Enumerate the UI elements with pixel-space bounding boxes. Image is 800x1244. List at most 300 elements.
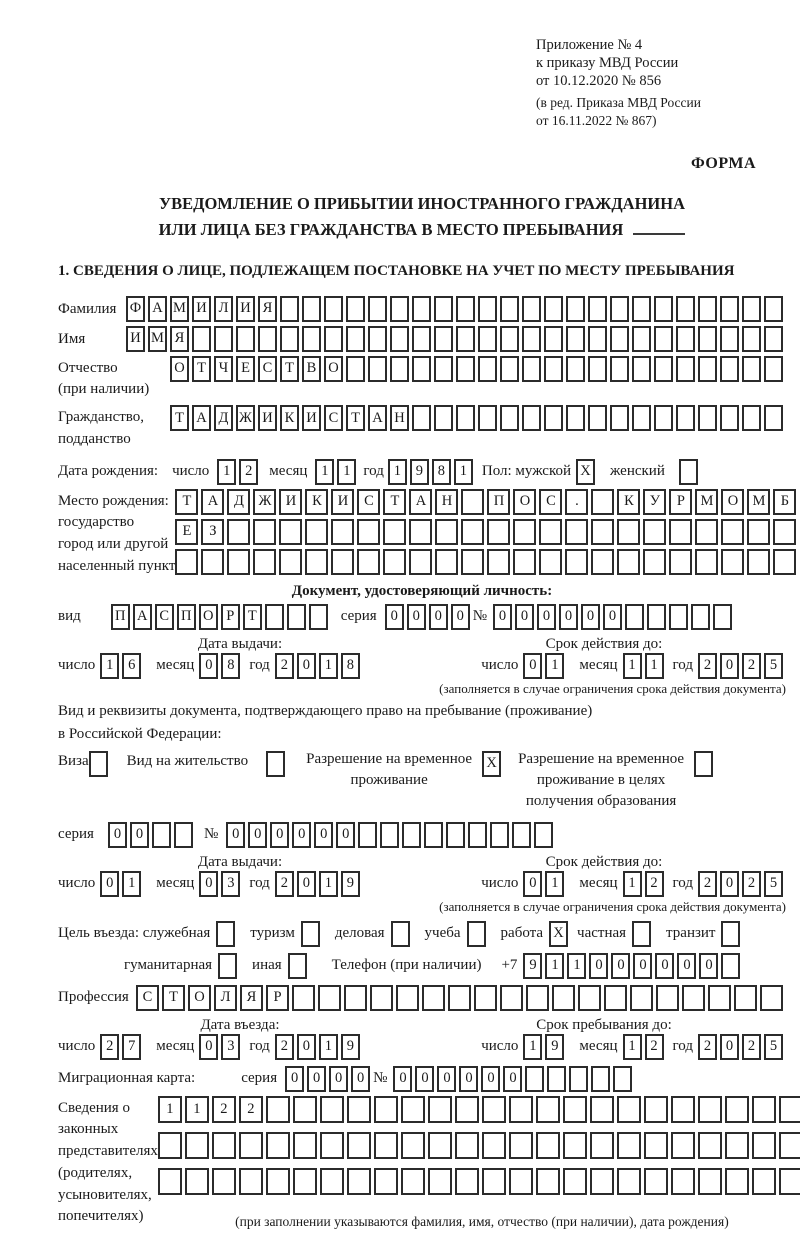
birth-place-line3-box[interactable] [669,549,692,575]
representatives-line3-box[interactable] [347,1168,371,1195]
birth-place-line1-box[interactable]: Д [227,489,250,515]
birth-place-line1-box[interactable]: М [695,489,718,515]
birth-place-line1-box[interactable]: А [201,489,224,515]
representatives-line3-box[interactable] [266,1168,290,1195]
residence-valid-month-box[interactable]: 2 [645,871,664,897]
residence-number-input-box[interactable] [534,822,553,848]
surname-input-box[interactable] [478,296,497,322]
representatives-line1-box[interactable] [752,1096,776,1123]
patronymic-input-box[interactable] [566,356,585,382]
doc-number-input-box[interactable]: 0 [493,604,512,630]
birth-place-line3-box[interactable] [253,549,276,575]
citizenship-input-box[interactable]: Т [170,405,189,431]
identity-issue-month-box[interactable]: 0 [199,653,218,679]
representatives-line3-box[interactable] [401,1168,425,1195]
representatives-line1-box[interactable]: 2 [239,1096,263,1123]
migration-card-number-input-box[interactable] [591,1066,610,1092]
patronymic-input-box[interactable] [676,356,695,382]
profession-input-box[interactable]: Л [214,985,237,1011]
profession-input-box[interactable] [474,985,497,1011]
profession-input-box[interactable] [682,985,705,1011]
representatives-line1-box[interactable] [374,1096,398,1123]
residence-number-input-box[interactable]: 0 [314,822,333,848]
given-name-input-box[interactable] [302,326,321,352]
representatives-line2-box[interactable] [698,1132,722,1159]
stay-day-box[interactable]: 9 [545,1034,564,1060]
representatives-line2-box[interactable] [455,1132,479,1159]
citizenship-input-box[interactable] [544,405,563,431]
profession-input-box[interactable] [552,985,575,1011]
representatives-line3-box[interactable] [752,1168,776,1195]
birth-place-line1-box[interactable]: Т [383,489,406,515]
doc-number-input-box[interactable]: 0 [581,604,600,630]
identity-issue-year-box[interactable]: 1 [319,653,338,679]
residence-series-input-box[interactable] [174,822,193,848]
profession-input-box[interactable] [318,985,341,1011]
representatives-line2-box[interactable] [752,1132,776,1159]
representatives-line3-box[interactable] [617,1168,641,1195]
representatives-line1-box[interactable] [401,1096,425,1123]
surname-input-box[interactable] [566,296,585,322]
patronymic-input-box[interactable] [478,356,497,382]
representatives-line2-box[interactable] [158,1132,182,1159]
patronymic-input-box[interactable] [434,356,453,382]
given-name-input-box[interactable] [500,326,519,352]
citizenship-input-box[interactable] [434,405,453,431]
birth-place-line1-box[interactable]: П [487,489,510,515]
temp-residence-checkbox-box[interactable]: X [482,751,501,777]
birth-place-line3-box[interactable] [201,549,224,575]
representatives-line1-box[interactable] [509,1096,533,1123]
birth-place-line3-box[interactable] [331,549,354,575]
doc-number-input-box[interactable]: 0 [515,604,534,630]
birth-place-line1-box[interactable]: И [279,489,302,515]
patronymic-input-box[interactable]: С [258,356,277,382]
birth-place-line3-box[interactable] [487,549,510,575]
representatives-line1-box[interactable] [428,1096,452,1123]
birth-place-line2-box[interactable] [565,519,588,545]
surname-input-box[interactable]: М [170,296,189,322]
representatives-line2-box[interactable] [563,1132,587,1159]
representatives-line1-box[interactable] [536,1096,560,1123]
birth-place-line1-box[interactable]: О [513,489,536,515]
representatives-line3-box[interactable] [779,1168,800,1195]
birth-place-line1-box[interactable]: И [331,489,354,515]
doc-number-input-box[interactable] [669,604,688,630]
birth-place-line3-box[interactable] [175,549,198,575]
citizenship-input-box[interactable]: Т [346,405,365,431]
given-name-input-box[interactable] [324,326,343,352]
birth-place-line2-box[interactable] [617,519,640,545]
surname-input-box[interactable] [742,296,761,322]
surname-input-box[interactable] [390,296,409,322]
doc-kind-input-box[interactable] [265,604,284,630]
citizenship-input-box[interactable]: И [258,405,277,431]
profession-input-box[interactable]: О [188,985,211,1011]
identity-valid-month-box[interactable]: 1 [623,653,642,679]
doc-kind-input-box[interactable]: А [133,604,152,630]
representatives-line1-box[interactable] [320,1096,344,1123]
representatives-line2-box[interactable] [536,1132,560,1159]
doc-kind-input-box[interactable]: Т [243,604,262,630]
migration-card-number-input-box[interactable]: 0 [437,1066,456,1092]
phone-input-box[interactable]: 0 [655,953,674,979]
profession-input-box[interactable] [396,985,419,1011]
migration-card-number-input-box[interactable]: 0 [415,1066,434,1092]
phone-input-box[interactable]: 0 [589,953,608,979]
representatives-line1-box[interactable]: 1 [158,1096,182,1123]
purpose-humanitarian-checkbox-box[interactable] [218,953,237,979]
phone-input-box[interactable]: 0 [699,953,718,979]
citizenship-input-box[interactable] [412,405,431,431]
profession-input-box[interactable] [604,985,627,1011]
profession-input-box[interactable] [734,985,757,1011]
given-name-input-box[interactable]: М [148,326,167,352]
representatives-line2-box[interactable] [644,1132,668,1159]
representatives-line2-box[interactable] [185,1132,209,1159]
birth-place-line2-box[interactable] [253,519,276,545]
birth-place-line2-box[interactable] [227,519,250,545]
patronymic-input-box[interactable] [368,356,387,382]
representatives-line2-box[interactable] [266,1132,290,1159]
phone-input-box[interactable] [721,953,740,979]
birth-day-input-box[interactable]: 1 [217,459,236,485]
representatives-line2-box[interactable] [239,1132,263,1159]
identity-valid-year-box[interactable]: 5 [764,653,783,679]
representatives-line1-box[interactable] [563,1096,587,1123]
residence-number-input-box[interactable]: 0 [270,822,289,848]
residence-number-input-box[interactable]: 0 [292,822,311,848]
representatives-line1-box[interactable] [671,1096,695,1123]
representatives-line3-box[interactable] [239,1168,263,1195]
given-name-input-box[interactable] [478,326,497,352]
given-name-input-box[interactable] [544,326,563,352]
doc-kind-input-box[interactable]: П [111,604,130,630]
purpose-private-checkbox-box[interactable] [632,921,651,947]
identity-issue-year-box[interactable]: 8 [341,653,360,679]
birth-place-line3-box[interactable] [591,549,614,575]
residence-issue-year-box[interactable]: 1 [319,871,338,897]
representatives-line3-box[interactable] [536,1168,560,1195]
entry-year-box[interactable]: 9 [341,1034,360,1060]
surname-input-box[interactable]: Л [214,296,233,322]
patronymic-input-box[interactable] [720,356,739,382]
doc-number-input-box[interactable] [691,604,710,630]
representatives-line3-box[interactable] [158,1168,182,1195]
residence-issue-day-box[interactable]: 0 [100,871,119,897]
representatives-line1-box[interactable] [266,1096,290,1123]
birth-place-line2-box[interactable] [669,519,692,545]
visa-checkbox-box[interactable] [89,751,108,777]
temp-residence-edu-checkbox-box[interactable] [694,751,713,777]
residence-series-input-box[interactable]: 0 [108,822,127,848]
birth-place-line2-box[interactable] [695,519,718,545]
birth-place-line2-box[interactable] [591,519,614,545]
birth-place-line3-box[interactable] [305,549,328,575]
representatives-line3-box[interactable] [455,1168,479,1195]
doc-number-input-box[interactable] [713,604,732,630]
citizenship-input-box[interactable]: А [192,405,211,431]
birth-place-line2-box[interactable]: З [201,519,224,545]
profession-input-box[interactable] [422,985,445,1011]
doc-series-input-box[interactable]: 0 [385,604,404,630]
representatives-line3-box[interactable] [671,1168,695,1195]
doc-number-input-box[interactable]: 0 [603,604,622,630]
purpose-work-checkbox-box[interactable]: X [549,921,568,947]
representatives-line3-box[interactable] [725,1168,749,1195]
profession-input-box[interactable]: Т [162,985,185,1011]
representatives-line3-box[interactable] [320,1168,344,1195]
patronymic-input-box[interactable] [500,356,519,382]
profession-input-box[interactable] [526,985,549,1011]
purpose-tourism-checkbox-box[interactable] [301,921,320,947]
doc-series-input-box[interactable]: 0 [451,604,470,630]
representatives-line3-box[interactable] [590,1168,614,1195]
birth-place-line3-box[interactable] [279,549,302,575]
birth-place-line3-box[interactable] [617,549,640,575]
birth-place-line3-box[interactable] [747,549,770,575]
given-name-input-box[interactable] [368,326,387,352]
surname-input-box[interactable] [280,296,299,322]
birth-place-line3-box[interactable] [409,549,432,575]
residence-series-input-box[interactable] [152,822,171,848]
birth-place-line1-box[interactable]: . [565,489,588,515]
surname-input-box[interactable] [434,296,453,322]
birth-place-line1-box[interactable]: У [643,489,666,515]
representatives-line3-box[interactable] [428,1168,452,1195]
migration-card-number-input-box[interactable] [547,1066,566,1092]
citizenship-input-box[interactable]: И [302,405,321,431]
given-name-input-box[interactable] [676,326,695,352]
birth-month-input-box[interactable]: 1 [315,459,334,485]
birth-place-line1-box[interactable]: М [747,489,770,515]
birth-day-input-box[interactable]: 2 [239,459,258,485]
profession-input-box[interactable] [500,985,523,1011]
surname-input-box[interactable] [654,296,673,322]
representatives-line2-box[interactable] [293,1132,317,1159]
citizenship-input-box[interactable] [742,405,761,431]
entry-year-box[interactable]: 0 [297,1034,316,1060]
patronymic-input-box[interactable]: Ч [214,356,233,382]
representatives-line3-box[interactable] [563,1168,587,1195]
representatives-line1-box[interactable] [698,1096,722,1123]
migration-card-number-input-box[interactable] [525,1066,544,1092]
patronymic-input-box[interactable] [632,356,651,382]
given-name-input-box[interactable] [522,326,541,352]
representatives-line1-box[interactable] [293,1096,317,1123]
citizenship-input-box[interactable]: Н [390,405,409,431]
doc-kind-input-box[interactable]: П [177,604,196,630]
residence-number-input-box[interactable] [490,822,509,848]
birth-place-line3-box[interactable] [461,549,484,575]
birth-place-line1-box[interactable]: К [305,489,328,515]
citizenship-input-box[interactable] [588,405,607,431]
birth-place-line2-box[interactable] [461,519,484,545]
representatives-line2-box[interactable] [347,1132,371,1159]
given-name-input-box[interactable] [258,326,277,352]
profession-input-box[interactable] [370,985,393,1011]
residence-issue-year-box[interactable]: 0 [297,871,316,897]
birth-place-line1-box[interactable]: Н [435,489,458,515]
profession-input-box[interactable] [448,985,471,1011]
residence-valid-year-box[interactable]: 5 [764,871,783,897]
given-name-input-box[interactable] [346,326,365,352]
residence-issue-month-box[interactable]: 3 [221,871,240,897]
patronymic-input-box[interactable] [742,356,761,382]
patronymic-input-box[interactable] [544,356,563,382]
patronymic-input-box[interactable] [412,356,431,382]
purpose-study-checkbox-box[interactable] [467,921,486,947]
profession-input-box[interactable]: Р [266,985,289,1011]
profession-input-box[interactable] [656,985,679,1011]
phone-input-box[interactable]: 0 [677,953,696,979]
representatives-line2-box[interactable] [779,1132,800,1159]
identity-issue-year-box[interactable]: 2 [275,653,294,679]
birth-place-line3-box[interactable] [695,549,718,575]
given-name-input-box[interactable] [412,326,431,352]
surname-input-box[interactable] [368,296,387,322]
representatives-line3-box[interactable] [509,1168,533,1195]
entry-day-box[interactable]: 7 [122,1034,141,1060]
identity-valid-year-box[interactable]: 2 [742,653,761,679]
citizenship-input-box[interactable] [654,405,673,431]
surname-input-box[interactable]: Ф [126,296,145,322]
representatives-line2-box[interactable] [428,1132,452,1159]
birth-place-line2-box[interactable] [721,519,744,545]
sex-male-checkbox-box[interactable]: X [576,459,595,485]
identity-issue-day-box[interactable]: 1 [100,653,119,679]
stay-year-box[interactable]: 0 [720,1034,739,1060]
surname-input-box[interactable] [412,296,431,322]
profession-input-box[interactable] [708,985,731,1011]
given-name-input-box[interactable]: И [126,326,145,352]
patronymic-input-box[interactable] [390,356,409,382]
citizenship-input-box[interactable] [632,405,651,431]
phone-input-box[interactable]: 0 [611,953,630,979]
residence-valid-day-box[interactable]: 1 [545,871,564,897]
birth-place-line1-box[interactable]: К [617,489,640,515]
birth-place-line3-box[interactable] [773,549,796,575]
identity-issue-month-box[interactable]: 8 [221,653,240,679]
birth-place-line1-box[interactable]: С [539,489,562,515]
residence-number-input-box[interactable] [380,822,399,848]
doc-series-input-box[interactable]: 0 [407,604,426,630]
birth-place-line2-box[interactable] [747,519,770,545]
purpose-official-checkbox-box[interactable] [216,921,235,947]
surname-input-box[interactable]: И [236,296,255,322]
profession-input-box[interactable] [630,985,653,1011]
identity-valid-year-box[interactable]: 2 [698,653,717,679]
patronymic-input-box[interactable]: О [170,356,189,382]
given-name-input-box[interactable] [434,326,453,352]
given-name-input-box[interactable] [720,326,739,352]
entry-month-box[interactable]: 3 [221,1034,240,1060]
birth-place-line2-box[interactable] [409,519,432,545]
purpose-transit-checkbox-box[interactable] [721,921,740,947]
profession-input-box[interactable] [760,985,783,1011]
migration-card-number-input-box[interactable]: 0 [459,1066,478,1092]
surname-input-box[interactable]: А [148,296,167,322]
given-name-input-box[interactable] [654,326,673,352]
residence-series-input-box[interactable]: 0 [130,822,149,848]
surname-input-box[interactable] [500,296,519,322]
representatives-line2-box[interactable] [617,1132,641,1159]
surname-input-box[interactable] [522,296,541,322]
surname-input-box[interactable] [302,296,321,322]
identity-valid-day-box[interactable]: 0 [523,653,542,679]
surname-input-box[interactable] [588,296,607,322]
citizenship-input-box[interactable] [764,405,783,431]
doc-kind-input-box[interactable] [287,604,306,630]
birth-place-line2-box[interactable] [357,519,380,545]
identity-valid-day-box[interactable]: 1 [545,653,564,679]
representatives-line3-box[interactable] [185,1168,209,1195]
profession-input-box[interactable]: Я [240,985,263,1011]
representatives-line1-box[interactable] [590,1096,614,1123]
birth-place-line3-box[interactable] [565,549,588,575]
doc-number-input-box[interactable]: 0 [559,604,578,630]
residence-valid-year-box[interactable]: 2 [698,871,717,897]
residence-number-input-box[interactable] [512,822,531,848]
birth-place-line1-box[interactable]: Т [175,489,198,515]
representatives-line2-box[interactable] [401,1132,425,1159]
patronymic-input-box[interactable] [654,356,673,382]
given-name-input-box[interactable]: Я [170,326,189,352]
representatives-line1-box[interactable] [779,1096,800,1123]
patronymic-input-box[interactable]: О [324,356,343,382]
migration-card-number-input-box[interactable] [613,1066,632,1092]
profession-input-box[interactable] [344,985,367,1011]
given-name-input-box[interactable] [742,326,761,352]
birth-place-line3-box[interactable] [513,549,536,575]
citizenship-input-box[interactable] [522,405,541,431]
identity-valid-year-box[interactable]: 0 [720,653,739,679]
representatives-line1-box[interactable] [482,1096,506,1123]
citizenship-input-box[interactable]: С [324,405,343,431]
representatives-line1-box[interactable] [455,1096,479,1123]
entry-month-box[interactable]: 0 [199,1034,218,1060]
birth-place-line1-box[interactable]: О [721,489,744,515]
representatives-line1-box[interactable] [347,1096,371,1123]
entry-year-box[interactable]: 2 [275,1034,294,1060]
doc-number-input-box[interactable]: 0 [537,604,556,630]
birth-place-line3-box[interactable] [357,549,380,575]
stay-month-box[interactable]: 1 [623,1034,642,1060]
representatives-line3-box[interactable] [374,1168,398,1195]
citizenship-input-box[interactable]: К [280,405,299,431]
representatives-line3-box[interactable] [293,1168,317,1195]
migration-card-series-input-box[interactable]: 0 [329,1066,348,1092]
representatives-line2-box[interactable] [725,1132,749,1159]
migration-card-number-input-box[interactable]: 0 [481,1066,500,1092]
phone-input-box[interactable]: 1 [567,953,586,979]
purpose-other-checkbox-box[interactable] [288,953,307,979]
given-name-input-box[interactable] [280,326,299,352]
citizenship-input-box[interactable] [566,405,585,431]
patronymic-input-box[interactable]: Т [280,356,299,382]
given-name-input-box[interactable] [588,326,607,352]
patronymic-input-box[interactable]: Е [236,356,255,382]
representatives-line2-box[interactable] [509,1132,533,1159]
birth-place-line1-box[interactable] [591,489,614,515]
patronymic-input-box[interactable]: Т [192,356,211,382]
representatives-line2-box[interactable] [374,1132,398,1159]
given-name-input-box[interactable] [390,326,409,352]
birth-place-line3-box[interactable] [435,549,458,575]
residence-number-input-box[interactable] [446,822,465,848]
surname-input-box[interactable] [324,296,343,322]
residence-valid-day-box[interactable]: 0 [523,871,542,897]
